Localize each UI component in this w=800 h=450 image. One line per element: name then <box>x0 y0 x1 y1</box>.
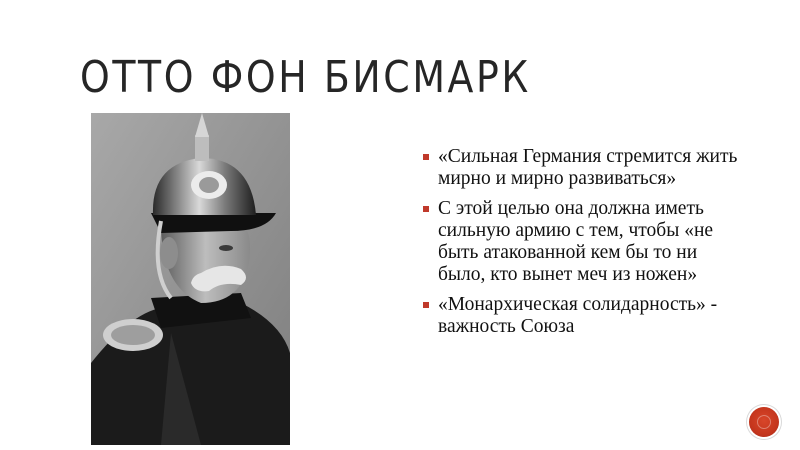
bullet-item <box>422 198 742 286</box>
slide-title: ОТТО ФОН БИСМАРК <box>80 52 531 103</box>
square-bullet-icon <box>423 302 429 308</box>
portrait-photo <box>91 113 290 445</box>
slide-nav-button[interactable] <box>749 407 779 437</box>
bullet-text: «Сильная Германия стремится жить мирно и мирно развиваться» <box>438 146 738 189</box>
bullet-list <box>422 146 742 346</box>
bullet-item <box>422 146 742 190</box>
slide-nav-button-icon <box>757 415 771 429</box>
square-bullet-icon <box>423 206 429 212</box>
bullet-item <box>422 294 742 338</box>
square-bullet-icon <box>423 154 429 160</box>
bullet-text: «Монархическая солидарность» - важность Союза <box>438 294 718 337</box>
bullet-text: С этой целью она должна иметь сильную армию с тем, чтобы «не быть атакованной кем бы то ни было, кто вынет меч из ножен» <box>438 198 714 285</box>
